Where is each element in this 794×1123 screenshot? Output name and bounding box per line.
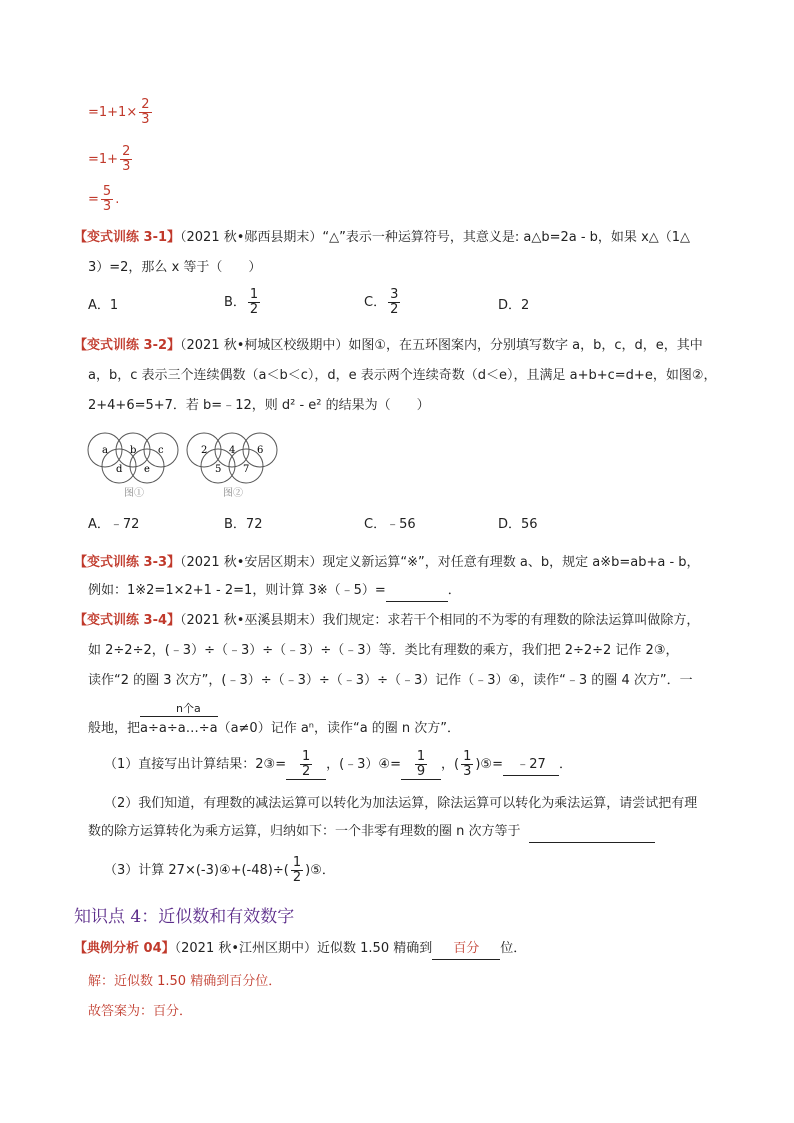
answer-blank[interactable]: ﹣27 [503,755,559,776]
example-text: 位． [500,941,527,956]
ex34-q1 [104,750,572,780]
question-text: （1）直接写出计算结果：2③= [104,757,287,772]
ex33-line-1 [74,553,700,573]
ex31-option-a[interactable] [88,296,118,316]
exercise-text: ． [447,583,461,598]
fraction [415,750,427,779]
calc-text: = [88,192,99,207]
answer-blank[interactable]: 百分 [432,939,500,960]
example-tag: 【典例分析 04】 [74,941,175,956]
calc-line-3 [88,185,119,214]
calc-line-1 [88,98,154,127]
exercise-text: 例如：1※2=1×2+1 - 2=1，则计算 3※（﹣5）= [88,583,386,598]
question-text: )⑤． [305,863,335,878]
ex31-option-b[interactable] [224,288,262,317]
denominator: 2 [390,302,399,317]
denominator: 3 [122,159,131,174]
fraction [139,98,151,127]
ex32-line-3 [88,396,430,416]
exercise-tag: 【变式训练 3-3】 [74,555,181,570]
exercise-text: 2+4+6=5+7．若 b=﹣12，则 d² - e² 的结果为（ ） [88,398,430,413]
figure-caption: 图① [124,488,144,499]
question-text: ，( [440,757,460,772]
brace-expression [140,702,218,739]
denominator: 3 [141,112,150,127]
ring-label: b [130,445,137,456]
ring-label: 6 [257,445,264,456]
numerator: 3 [390,287,399,302]
denominator: 9 [416,764,426,779]
exercise-text: 般地，把 [88,721,141,736]
ex32-option-b[interactable] [224,515,262,535]
calc-text: =1+1× [88,105,138,120]
brace-content: a÷a÷a…÷a [140,721,218,736]
option-text: A．﹣72 [88,517,140,532]
ring-label: 4 [229,445,236,456]
numerator: 2 [122,144,131,159]
question-text: 数的除方运算转化为乘方运算，归纳如下：一个非零有理数的圈 n 次方等于 [88,824,521,839]
figure-2 [187,433,277,499]
question-text: ． [558,757,572,772]
answer-blank[interactable] [386,581,448,602]
option-text: B．72 [224,517,263,532]
ex32-option-a[interactable] [88,515,139,535]
exercise-tag: 【变式训练 3-1】 [74,230,181,245]
denominator: 2 [249,302,259,317]
ring-label: 5 [215,464,222,475]
ring-label: e [144,464,150,475]
ex04-line-1 [74,939,526,960]
fraction [120,145,132,174]
fraction [461,750,473,779]
ring-label: a [102,445,108,456]
example-text: （2021 秋•江州区期中）近似数 1.50 精确到 [174,941,433,956]
option-text: C． [364,295,387,310]
five-rings-figures [86,428,286,502]
numerator: 2 [141,97,150,112]
figure-1 [88,433,178,499]
ex32-line-1 [74,336,703,356]
figure-caption: 图② [223,488,243,499]
option-text: C．﹣56 [364,517,416,532]
ex34-line-4 [88,702,461,739]
fraction [300,750,312,779]
ex31-option-c[interactable] [364,288,402,317]
ex04-solution: 解：近似数 1.50 精确到百分位． [88,974,282,989]
ring-label: c [158,445,164,456]
exercise-text: （2021 秋•巫溪县期末）我们规定：求若干个相同的不为零的有理数的除法运算叫做除方， [180,613,700,628]
calc-text: . [115,192,120,207]
ex34-line-1 [74,611,699,631]
denominator: 3 [102,199,112,214]
exercise-text: （a≠0）记作 aⁿ，读作“a 的圈 n 次方”． [217,721,461,736]
exercise-text: （2021 秋•郧西县期末）“△”表示一种运算符号，其意义是: a△b=2a - b，如果 x△（1△ [180,230,691,245]
answer-blank[interactable] [529,822,655,843]
fraction [248,288,260,317]
fraction [291,856,303,885]
answer-blank[interactable] [286,750,326,780]
numerator: 1 [301,749,311,764]
ex32-option-d[interactable] [498,515,538,535]
ex32-line-2 [88,366,716,386]
ex34-q2-line-2 [88,822,655,843]
ex34-q2-line-1 [104,794,697,814]
ex31-line-2 [88,258,261,278]
answer-blank[interactable] [401,750,441,780]
question-text: ，(﹣3）④= [326,757,401,772]
exercise-tag: 【变式训练 3-4】 [74,613,181,628]
option-text: D．56 [498,517,538,532]
ex32-option-c[interactable] [364,515,416,535]
denominator: 3 [463,764,472,779]
exercise-tag: 【变式训练 3-2】 [74,338,181,353]
ex31-line-1 [74,228,690,248]
ex33-line-2 [88,581,461,602]
exercise-text: （2021 秋•安居区期末）现定义新运算“※”，对任意有理数 a、b，规定 a※b=ab+a - b， [180,555,700,570]
question-text: （3）计算 27×(-3)④+(-48)÷( [104,863,289,878]
question-text: （2）我们知道，有理数的减法运算可以转化为加法运算，除法运算可以转化为乘法运算，请尝试把有理 [104,796,698,811]
ex04-answer: 故答案为：百分． [88,1004,193,1019]
numerator: 1 [416,749,426,764]
exercise-text: 3）=2，那么 x 等于（ ） [88,260,262,275]
numerator: 1 [292,855,302,870]
option-text: A．1 [88,298,119,313]
numerator: 1 [249,287,259,302]
fraction [101,185,113,214]
exercise-text: （2021 秋•柯城区校级期中）如图①，在五环图案内，分别填写数字 a，b，c，d，e，其中 [180,338,703,353]
ring-label: 7 [243,464,250,475]
option-text: B． [224,295,246,310]
question-text: )⑤= [475,757,503,772]
numerator: 1 [463,749,472,764]
ring-label: 2 [201,445,208,456]
section-title: 知识点 4：近似数和有效数字 [74,907,295,927]
ex34-line-2 [88,641,679,661]
exercise-text: 读作“2 的圈 3 次方”，(﹣3）÷（﹣3）÷（﹣3）÷（﹣3）记作（﹣3）④，读作“﹣3 的圈 4 次方”．一 [88,673,693,688]
exercise-text: a，b，c 表示三个连续偶数（a＜b＜c），d，e 表示两个连续奇数（d＜e），且满足 a+b+c=d+e，如图②， [88,368,717,383]
denominator: 2 [301,764,311,779]
ex34-q3 [104,856,335,885]
ex34-line-3 [88,671,693,691]
brace-label: n个a [176,702,201,715]
calc-text: =1+ [88,152,119,167]
exercise-text: 如 2÷2÷2，(﹣3）÷（﹣3）÷（﹣3）÷（﹣3）等．类比有理数的乘方，我们把 2÷2÷2 记作 2③， [88,643,679,658]
option-text: D．2 [498,298,530,313]
ring-label: d [116,464,123,475]
denominator: 2 [292,870,302,885]
numerator: 5 [102,184,112,199]
fraction [388,288,400,317]
calc-line-2 [88,145,134,174]
ex31-option-d[interactable] [498,296,529,316]
